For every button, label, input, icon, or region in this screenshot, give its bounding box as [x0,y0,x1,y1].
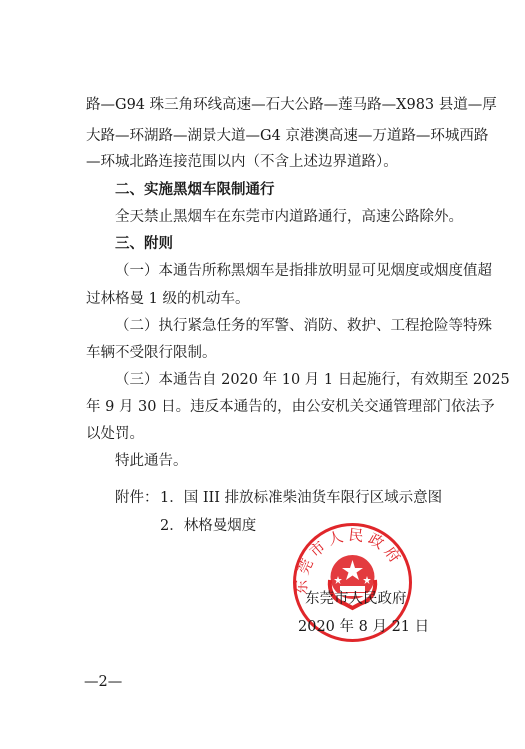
section-heading-2: 二、实施黑烟车限制通行 [115,182,275,198]
body-line-2: 大路—环湖路—湖景大道—G4 京港澳高速—万道路—环城西路 [86,128,489,144]
section-heading-3: 三、附则 [115,236,173,252]
body-line-8: 过林格曼 1 级的机动车。 [86,291,250,307]
attachment-item-1: 1．国 III 排放标准柴油货车限行区域示意图 [160,490,443,506]
body-line-3: —环城北路连接范围以内（不含上述边界道路）。 [86,154,398,170]
body-line-10: 车辆不受限行限制。 [86,345,217,361]
body-line-7: （一）本通告所称黑烟车是指排放明显可见烟度或烟度值超 [115,263,492,279]
attachment-prefix: 附件： [115,490,159,506]
body-line-5: 全天禁止黑烟车在东莞市内道路通行，高速公路除外。 [115,209,463,225]
attachment-item-2: 2．林格曼烟度 [160,518,257,534]
body-line-13: 以处罚。 [86,426,144,442]
closing-line: 特此通告。 [115,453,188,469]
page-number: —2— [84,674,123,690]
body-line-11: （三）本通告自 2020 年 10 月 1 日起施行，有效期至 2025 [115,372,510,388]
body-line-12: 年 9 月 30 日。违反本通告的，由公安机关交通管理部门依法予 [86,399,495,415]
issue-date: 2020 年 8 月 21 日 [298,619,430,635]
body-line-9: （二）执行紧急任务的军警、消防、救护、工程抢险等特殊 [115,318,492,334]
issuer-name: 东莞市人民政府 [305,591,407,607]
body-line-1: 路—G94 珠三角环线高速—石大公路—莲马路—X983 县道—厚 [86,97,497,113]
seal-ring-text: 东莞市人民政府 [292,525,407,595]
